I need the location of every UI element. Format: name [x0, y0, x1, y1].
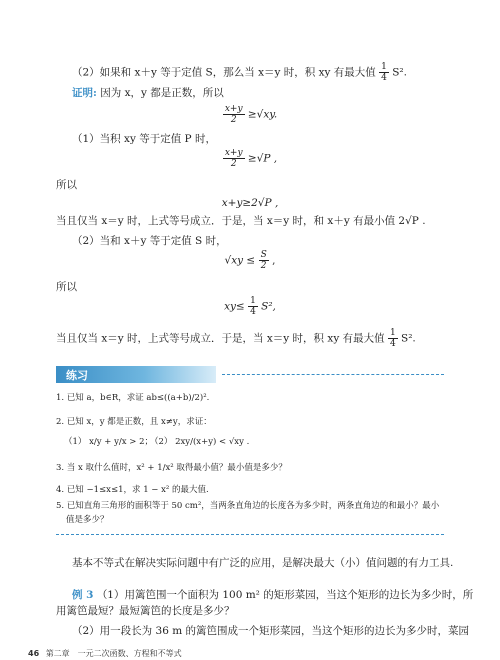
page-footer	[28, 648, 182, 659]
theorem-part2-end: S².	[392, 66, 407, 79]
formula-am-gm: $\frac{x+y}{2}$ ≥√xy.	[224, 104, 278, 125]
proof-intro	[72, 86, 224, 100]
example-3-line1: 例 3 （1）用篱笆围一个面积为 100 m² 的矩形菜园，当这个矩形的边长为多少时，所	[72, 589, 474, 601]
formula-sum-min: x+y≥2√P ,	[221, 197, 279, 209]
equality-statement-2: 当且仅当 x＝y 时，上式等号成立．于是，当 x＝y 时，积 xy 有最大值 $\frac{1}{4}$ S².	[56, 328, 416, 349]
exercise-q5: 5. 已知直角三角形的面积等于 50 cm²，当两条直角边的长度各为多少时，两条直角边的和最小？最小	[56, 501, 440, 511]
proof-label: 证明:	[72, 87, 97, 99]
case1-heading: （1）当积 xy 等于定值 P 时，	[72, 133, 216, 145]
proof-intro-text: 因为 x，y 都是正数，所以	[100, 87, 224, 99]
chapter-title: 第二章 一元二次函数、方程和不等式	[45, 649, 182, 658]
formula-case1: $\frac{x+y}{2}$ ≥√P ,	[224, 148, 278, 169]
example-3-line3: （2）用一段长为 36 m 的篱笆围成一个矩形菜园，当这个矩形的边长为多少时，菜园	[72, 625, 470, 637]
page-number: 46	[28, 649, 40, 658]
theorem-part2-text: （2）如果和 x＋y 等于定值 S，那么当 x＝y 时，积 xy 有最大值	[72, 66, 376, 79]
exercise-top-rule	[222, 374, 444, 375]
theorem-part2	[72, 62, 407, 83]
exercise-q1: 1. 已知 a，b∈R，求证 ab≤((a+b)/2)².	[56, 393, 210, 403]
so-label-2: 所以	[56, 281, 77, 293]
exercise-q2b: （2） 2xy/(x+y) < √xy .	[150, 437, 250, 447]
exercise-banner	[56, 366, 216, 383]
exercise-title: 练习	[66, 369, 88, 382]
exercise-bottom-rule	[56, 534, 444, 535]
equality-statement-1: 当且仅当 x＝y 时，上式等号成立．于是，当 x＝y 时，和 x＋y 有最小值 2√P .	[56, 215, 426, 227]
case2-heading: （2）当和 x＋y 等于定值 S 时，	[72, 235, 227, 247]
example-3-label: 例 3	[72, 589, 94, 601]
so-label-1: 所以	[56, 179, 77, 191]
formula-case2: √xy ≤ $\frac{S}{2}$ ,	[224, 250, 276, 271]
fraction-quarter: $\frac{1}{4}$	[381, 62, 387, 83]
example-3-line2: 用篱笆最短？最短篱笆的长度是多少？	[56, 605, 235, 617]
exercise-q5-cont: 值是多少？	[66, 515, 109, 525]
formula-product-max: xy≤ $\frac{1}{4}$ S²,	[224, 296, 276, 317]
summary-paragraph: 基本不等式在解决实际问题中有广泛的应用，是解决最大（小）值问题的有力工具.	[72, 557, 454, 569]
exercise-q2a: （1） x/y + y/x > 2；	[64, 437, 153, 447]
exercise-q3: 3. 当 x 取什么值时，x² + 1/x² 取得最小值？最小值是多少？	[56, 463, 287, 473]
exercise-q4: 4. 已知 −1≤x≤1，求 1 − x² 的最大值.	[56, 485, 209, 495]
exercise-q2: 2. 已知 x，y 都是正数，且 x≠y，求证：	[56, 417, 212, 427]
